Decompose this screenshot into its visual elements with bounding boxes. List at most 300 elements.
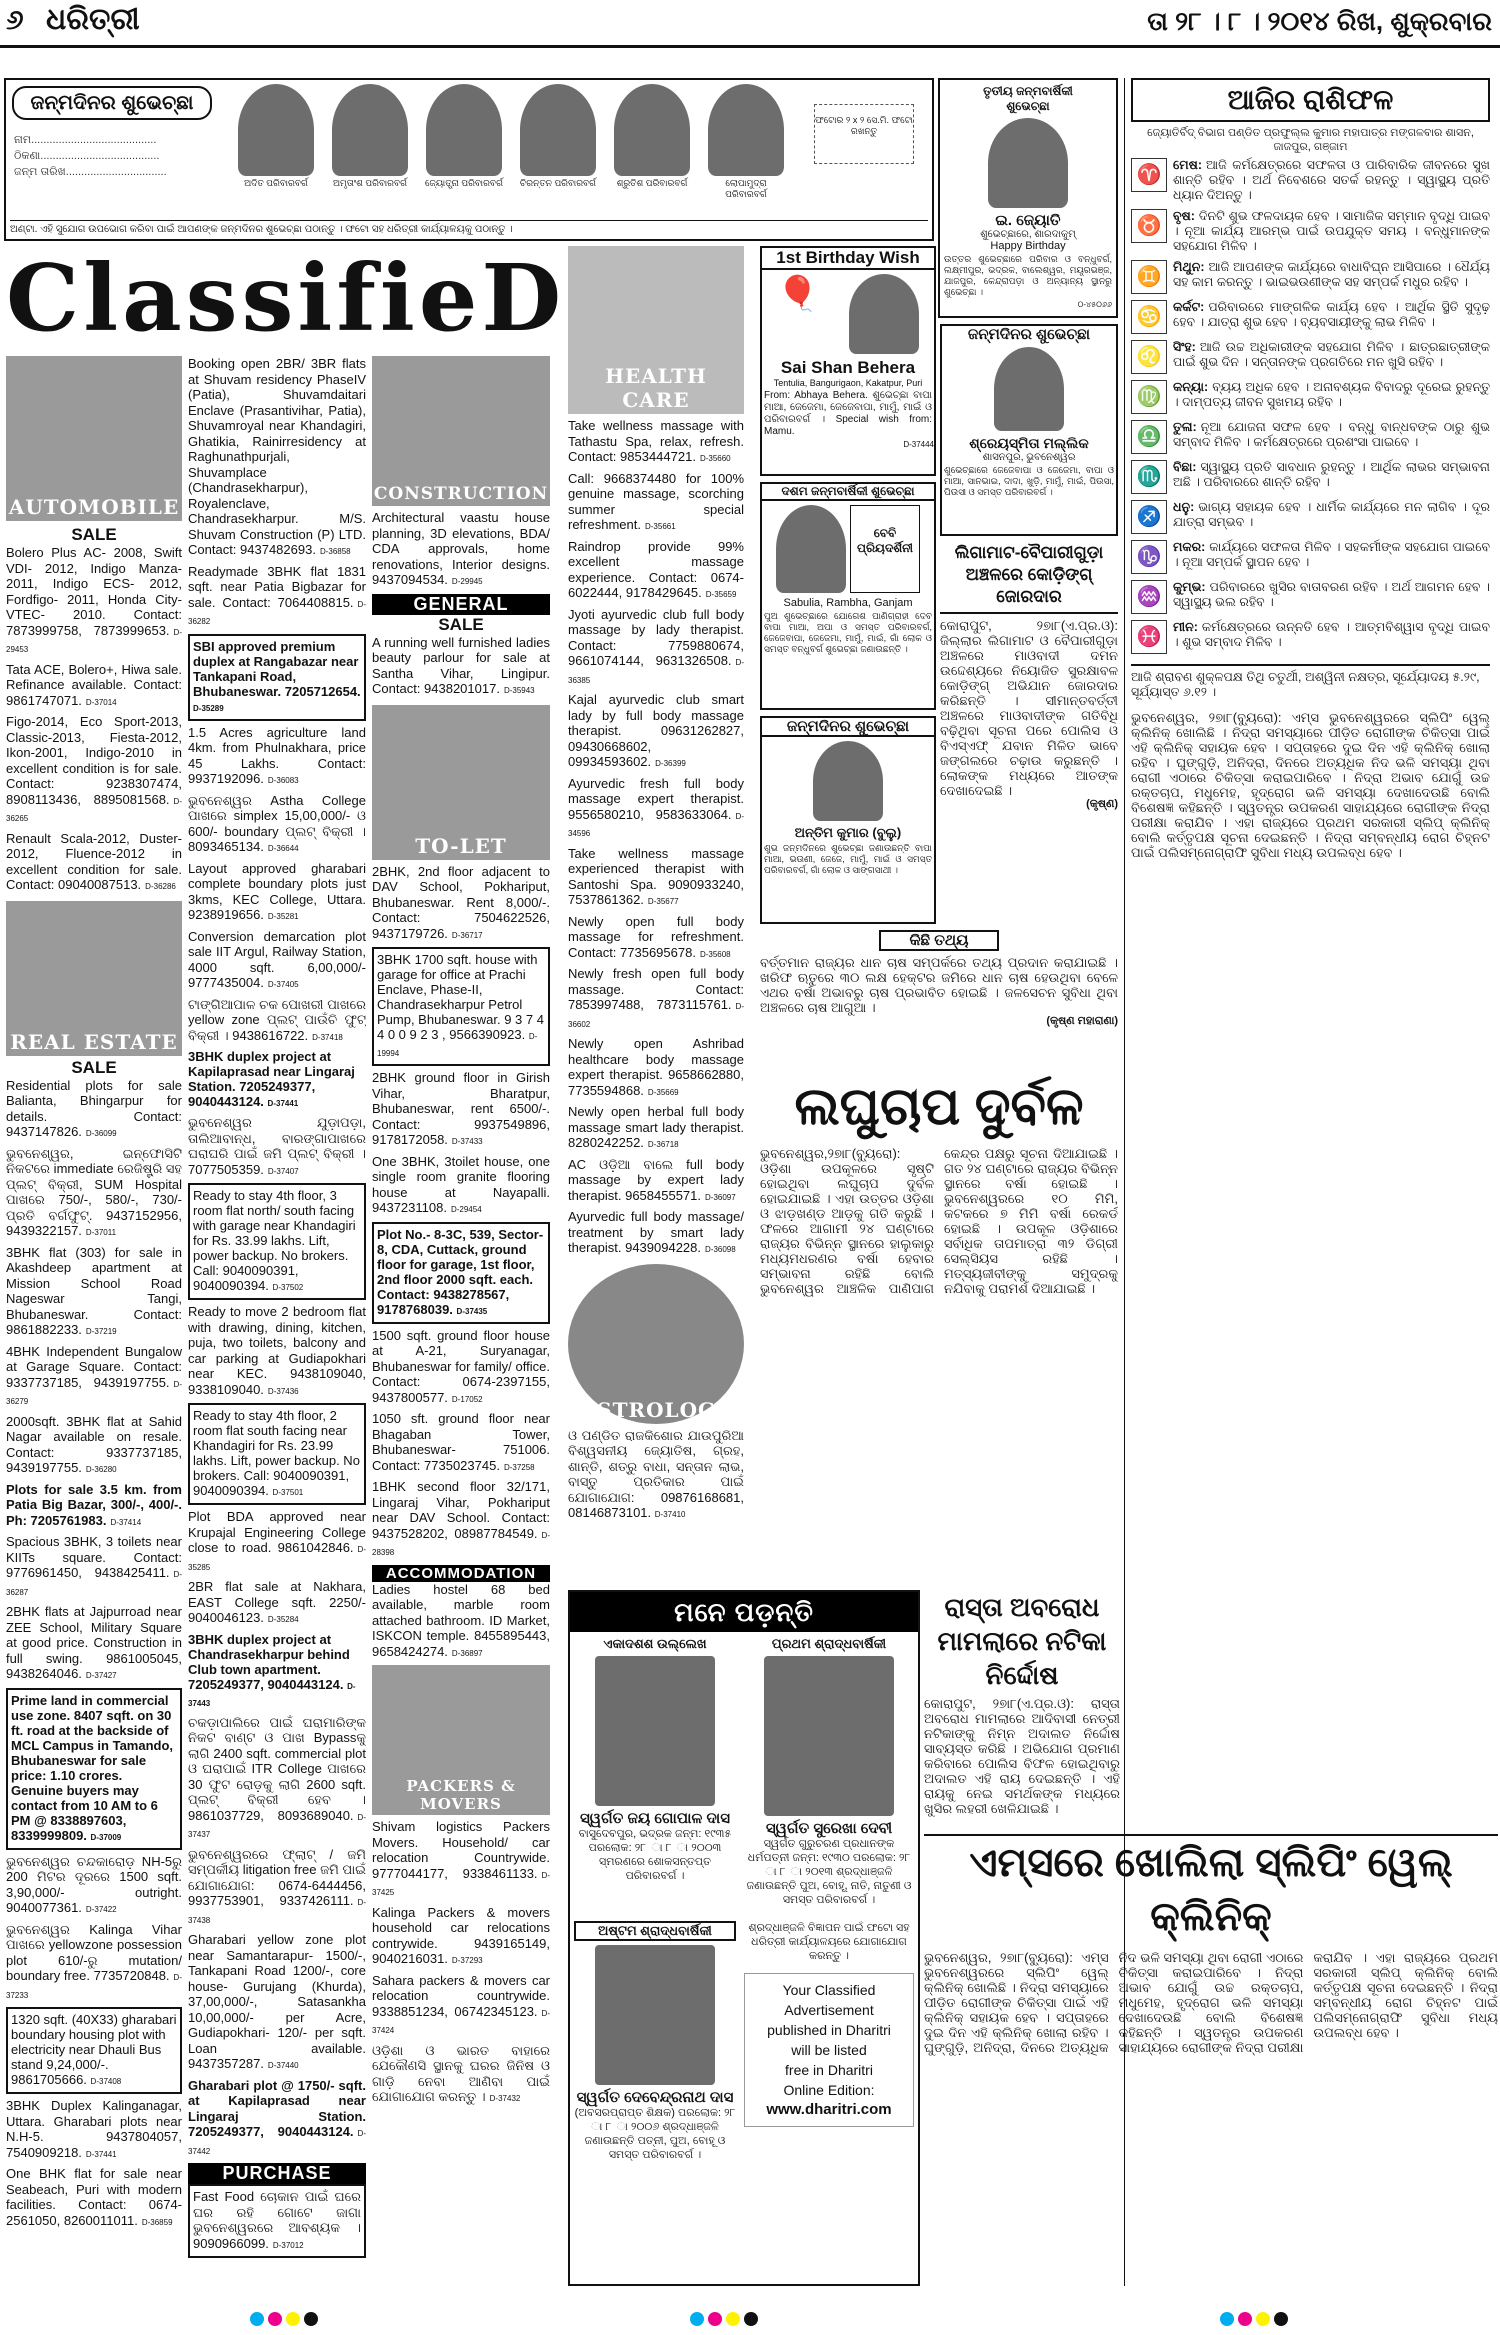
zodiac-name: କର୍କଟ: [1173,300,1205,314]
obituary-heading: ପ୍ରଥମ ଶ୍ରାଦ୍ଧବାର୍ଷିକୀ [771,1636,887,1651]
classified-ad: Ladies hostel 68 bed available, marble room attached bathroom. ID Market, ISKCON temple. 8455895443, 9658424274. D-36897 [372,1581,550,1659]
zodiac-icon: ♉ [1131,209,1167,243]
ad-title: ଦଶମ ଜନ୍ମବାର୍ଷିକୀ ଶୁଭେଚ୍ଛା [762,484,934,501]
child-address: Tentulia, Bangurigaon, Kakatpur, Puri [773,378,923,388]
ad-body: ଶୁଭେଚ୍ଛାରେ ଜେଜେବାପା ଓ ଜେଜେମା, ବାପା ଓ ମାଆ, ସାନଭାଇ, ଦାଦା, ଖୁଡ଼ି, ମାମୁଁ, ମାଇଁ, ପିଉସା, ପିଉସୀ ଓ ସମସ୍ତ ପରିବାରବର୍ଗ । [944,465,1114,497]
ad-code: D-35677 [647,897,679,906]
ad-code: D-37414 [110,1517,142,1527]
astrology-caption: ASTROLOGY [580,1397,732,1422]
classified-ad: Raindrop provide 99% excellent massage experience. Contact: 0674-6022444, 9178429645. D-35659 [568,538,744,600]
ad-code: D-36859 [141,2217,173,2227]
ad-code: ୦-୪୫୦୬୬ [1077,300,1112,309]
ad-code: D-37438 [188,1898,366,1925]
zodiac-name: ବିଛା: [1173,460,1197,474]
classified-ad: 4BHK Independent Bungalow at Garage Square. Contact: 9337737185, 9439197755. D-36279 [6,1343,182,1406]
strip-footer: ଅଣ୍ଟା. ଏହି ସୁଯୋଗ ଉପଭୋଗ କରିବା ପାଇଁ ଆପଣଙ୍କ ଜନ୍ମଦିନର ଶୁଭେଚ୍ଛା ପଠାନ୍ତୁ । ଫଟୋ ସହ ଧରିତ୍ରୀ କାର୍ଯ୍ୟାଳୟକୁ ପଠାନ୍ତୁ । [10,220,928,235]
classified-ad: ଚକଡ଼ାପାଲିରେ ପାଇଁ ଘରାମାରିଙ୍କ ନିକଟ ବାଣ୍ଟ ଓ ପାଖ Bypassକୁ ଲାଗି 2400 sqft. commercial plot ଓ ଘରାପାଇଁ ITR College ପାଖରେ 30 ଫୁଟ ରୋଡ଼କୁ ଲାଗି 2600 sqft. ପ୍ଲଟ୍ ବିକ୍ରୀ ହେବ । 9861037729, 8093689040. D-37437 [188,1714,366,1839]
zodiac-entry [1131,380,1490,414]
deceased-name: ସ୍ୱର୍ଗତ ଦେବେନ୍ଦ୍ରନାଥ ଦାସ [576,2089,734,2106]
deceased-name: ସ୍ୱର୍ଗତ ଜୟ ଗୋପାଳ ଦାସ [579,1810,730,1827]
classified-ad: Readymade 3BHK flat 1831 sqft. near Patia Bigbazar for sale. Contact: 7064408815. D-36282 [188,563,366,626]
ad-code: D-35281 [267,912,299,921]
classified-ad: 2BHK, 2nd floor adjacent to DAV School, Pokhariput, Bhubaneswar. Rent 8,000/-. Contact: 7504622526, 9437179726. D-36717 [372,863,550,941]
zodiac-entry [1131,420,1490,454]
ad-code: D-37407 [267,1166,299,1176]
child-photo-card [424,84,504,200]
real-estate-caption: REAL ESTATE [10,1029,178,1054]
column-1 [6,356,182,2286]
classified-ad: Take wellness massage with Tathastu Spa, relax, refresh. Contact: 9853444721. D-35660 [568,418,744,464]
health-care-banner [568,246,744,414]
child-photo [708,84,784,176]
classified-ad: 2BHK flats at Jajpurroad near ZEE School, Military Square at good price. Construction in full swing. 9861005045, 9438264046. D-37427 [6,1604,182,1681]
zodiac-entry [1131,620,1490,654]
ad-code: D-37418 [312,1032,343,1042]
ad-title: ଜନ୍ମଦିନର ଶୁଭେଚ୍ଛା [967,326,1091,343]
ad-title: ତୃତୀୟ ଜନ୍ମବାର୍ଷିକୀ ଶୁଭେଚ୍ଛା [983,84,1073,113]
ad-body: From: Abhaya Behera. ଶୁଭେଚ୍ଛା ବାପା ମାଆ, ଜେଜେମା, ଜେଜେବାପା, ମାମୁଁ, ମାଇଁ ଓ ପରିବାରବର୍ଗ । Special wish from: Mamu. [764,390,932,437]
boxed-ad-2: 1320 sqft. (40X33) gharabari boundary housing plot with electricity near Dhauli Bus stand 9,24,000/-. 9861705666. D-37408 [6,2007,182,2094]
zodiac-text: ପରିବାରରେ ଖୁସିର ବାତାବରଣ ରହିବ । ଅର୍ଥ ଆଗମନ ହେବ । ସ୍ୱାସ୍ଥ୍ୟ ଭଲ ରହିବ । [1173,580,1490,609]
real-estate-sale-heading: SALE [71,1057,117,1077]
zodiac-name: ତୁଳା: [1173,420,1197,434]
classified-ad: Bolero Plus AC- 2008, Swift VDI- 2012, Indigo Manza- 2011, Indigo ECS- 2012, Fordfigo- 2011, Honda City- VTEC- 2010. Contact: 7873999758, 7873999653. D-29453 [6,545,182,654]
classified-ad: Newly open herbal full body massage smart lady therapist. 8280242252. D-36718 [568,1104,744,1150]
ad-title: 1st Birthday Wish [762,248,934,270]
photo-size-note: ଫଟୋର ୨ x ୨ ସେ.ମି. ଫଟୋ ରଖନ୍ତୁ [814,104,914,164]
zodiac-entry [1131,209,1490,254]
ad-code: D-37405 [267,980,299,989]
news-headline: ଏମ୍ସରେ ଖୋଲିଲା ସ୍ଲିପିଂ ୱେଲ୍ କ୍ଲିନିକ୍ [924,1834,1498,1944]
ad-code: D-35943 [503,686,535,695]
zodiac-name: ବୃଷ: [1173,209,1195,223]
news-headline: ରାସ୍ତା ଅବରୋଧ ମାମଲାରେ ନଟିକା ନିର୍ଦ୍ଦୋଷ [937,1592,1107,1690]
boxed-ad-ready-stay-3: Ready to stay 4th floor, 3 room flat north/ south facing with garage near Khandagiri for Rs. 33.99 lakhs. Lift, power backup. No brokers. Call: 9040090391, 9040090394. D-37502 [188,1183,366,1300]
obituary-1 [570,1632,740,1911]
ad-code: D-37433 [451,1137,483,1146]
deceased-name: ସ୍ୱର୍ଗତ ସୁରେଖା ଦେବୀ [765,1820,893,1837]
promo-line: free in Dharitri [785,2062,873,2078]
ad-code: D-35669 [647,1087,679,1097]
ad-code: D-36602 [568,1002,744,1029]
promo-line: will be listed [791,2042,867,2058]
child-caption: ଅଦିତ ପରିବାରବର୍ଗ [244,178,308,188]
classified-ad: Ready to move 2 bedroom flat with drawing, dining, kitchen, puja, two toilets, balcony and car parking at Gudiapokhari near KEC. 9438109040, 9338109040. D-37436 [188,1304,366,1397]
zodiac-text: ନୂଆ ଯୋଜନା ସଫଳ ହେବ । ବନ୍ଧୁ ବାନ୍ଧବଙ୍କ ଠାରୁ ଶୁଭ ସମ୍ବାଦ ମିଳିବ । କର୍ମକ୍ଷେତ୍ରରେ ପ୍ରଶଂସା ପାଇବେ । [1173,420,1490,449]
birthday-wish-ad-2 [760,716,936,924]
classified-ad: Plot BDA approved near Krupajal Engineering College close to road. 9861042846. D-35285 [188,1509,366,1572]
ad-code: D-36280 [85,1465,117,1474]
zodiac-text: ଆଜି ଆପଣଙ୍କ କାର୍ଯ୍ୟରେ ବାଧାବିଘ୍ନ ଆସିପାରେ । ଧୈର୍ଯ୍ୟ ସହ କାମ କରନ୍ତୁ । ଭାଇଭଉଣୀଙ୍କ ସହ ସମ୍ପର୍କ ମଧୁର ରହିବ । [1173,260,1490,289]
tenth-birthday-ad [760,482,936,710]
ad-code: D-37436 [267,1386,299,1396]
news-body: କୋରାପୁଟ, ୨୭ା୮(ଏ.ପ୍ର.ଓ): ରାସ୍ତା ଅବରୋଧ ମାମଲାରେ ଆଦିବାସୀ ନେତ୍ରୀ ନଟିକାଙ୍କୁ ନିମ୍ନ ଅଦାଲତ ନିର୍ଦ୍ଦୋଷ ସାବ୍ୟସ୍ତ କରିଛି । ଅଭିଯୋଗ ପ୍ରମାଣ କରିବାରେ ପୋଲିସ ବିଫଳ ହୋଇଥିବାରୁ ଅଦାଲତ ଏହି ରାୟ ଦେଇଛନ୍ତି । ଏହି ରାୟକୁ ନେଇ ସମର୍ଥକଙ୍କ ମଧ୍ୟରେ ଖୁସିର ଲହରୀ ଖେଳିଯାଇଛି । [924,1696,1120,1816]
form-name: ନାମ......................................... [14,134,157,146]
news-body: ଭୁବନେଶ୍ୱର,୨୭ା୮(ବ୍ୟୁରୋ): ଓଡ଼ିଶା ଉପକୂଳରେ ସୃଷ୍ଟି ହୋଇଥିବା ଲଘୁଚାପ ଦୁର୍ବଳ ହୋଇଯାଇଛି । ଏହା ଉତ୍ତର ଓଡ଼ିଶା ଓ ଝାଡ଼ଖଣ୍ଡ ଆଡ଼କୁ ଗତି କରୁଛି । ଫଳରେ ଆଗାମୀ ୨୪ ଘଣ୍ଟାରେ ରାଜ୍ୟର ବିଭିନ୍ନ ସ୍ଥାନରେ ହାଲୁକାରୁ ମଧ୍ୟମଧରଣର ବର୍ଷା ହେବାର ସମ୍ଭାବନା ରହିଛି ବୋଲି ଭୁବନେଶ୍ୱର ଆଞ୍ଚଳିକ ପାଣିପାଗ କେନ୍ଦ୍ର ପକ୍ଷରୁ ସୂଚନା ଦିଆଯାଇଛି । ଗତ ୨୪ ଘଣ୍ଟାରେ ରାଜ୍ୟର ବିଭିନ୍ନ ସ୍ଥାନରେ ବର୍ଷା ହୋଇଛି । ଭୁବନେଶ୍ୱରରେ ୧୦ ମିମି, କଟକରେ ୭ ମିମି ବର୍ଷା ରେକର୍ଡ ହୋଇଛି । ଉପକୂଳ ଓଡ଼ିଶାରେ ସର୍ବାଧିକ ତାପମାତ୍ରା ୩୨ ଡିଗ୍ରୀ ସେଲ୍ସିୟସ ରହିଛି । ମତ୍ସ୍ୟଜୀବୀଙ୍କୁ ସମୁଦ୍ରକୁ ନଯିବାକୁ ପରାମର୍ଶ ଦିଆଯାଇଛି । [760,1146,1118,1296]
zodiac-icon: ♑ [1131,540,1167,574]
classified-ad: ଭୁବନେଶ୍ୱର ଯୁଡ଼ାପଡ଼ା, ତାଲିଆବାନ୍ଧ, ବାରଙ୍ଗାପାଖରେ ଘରାଘରି ପାଇଁ ଜମି ପ୍ଲଟ୍ ବିକ୍ରୀ । 7077505359. D-37407 [188,1115,366,1177]
zodiac-text: ଆଜି ଉଚ୍ଚ ଅଧିକାରୀଙ୍କ ସହଯୋଗ ମିଳିବ । ଛାତ୍ରଛାତ୍ରୀଙ୍କ ପାଇଁ ଶୁଭ ଦିନ । ସନ୍ତାନଙ୍କ ପ୍ରଗତିରେ ମନ ଖୁସି ରହିବ । [1173,340,1490,369]
zodiac-name: କନ୍ୟା: [1173,380,1209,394]
birthday-wishes-strip [4,78,934,241]
child-photo [849,274,919,354]
ad-code: D-28398 [372,1530,550,1557]
ad-code: D-17052 [451,1394,483,1404]
ad-code: D-35659 [705,590,737,599]
child-name: ଇ. ଜ୍ୟୋତି [995,212,1061,229]
zodiac-name: ସିଂହ: [1173,340,1196,354]
first-birthday-ad [760,246,936,476]
ad-code: D-36717 [451,930,483,940]
ad-code: D-36287 [6,1570,182,1597]
zodiac-name: ମେଷ: [1173,158,1203,172]
ad-code: D-37440 [267,2061,299,2070]
zodiac-icon: ♏ [1131,460,1167,494]
ad-code: D-35608 [699,949,731,959]
classified-ad: ଭୁବନେଶ୍ୱର, ଇନ୍ଫୋସିଟି ନିକଟରେ immediate ରେଜିଷ୍ଟ୍ରି ସହ ପ୍ଲଟ୍ ବିକ୍ରୀ, SUM Hospital ପାଖରେ 750/-, 580/-, 730/- ପ୍ରତି ବର୍ଗଫୁଟ୍. 9437152956, 9439322157. D-37011 [6,1145,182,1238]
kichhi-byline: (କୃଷ୍ଣ ମହାରାଣା) [1046,1015,1118,1027]
classified-ad: 3BHK Duplex Kalinganagar, Uttara. Gharabari plots near N.H-5. 9437804057, 7540909218. D-37441 [6,2098,182,2160]
zodiac-text: କାର୍ଯ୍ୟରେ ସଫଳତା ମିଳିବ । ସହକର୍ମୀଙ୍କ ସହଯୋଗ ପାଇବେ । ନୂଆ ସମ୍ପର୍କ ସ୍ଥାପନ ହେବ । [1173,540,1490,569]
ad-code: D-37011 [85,1228,117,1237]
packers-banner [372,1665,550,1815]
classified-ad: Newly open full body massage for refreshment. Contact: 7735695678. D-35608 [568,913,744,960]
child-caption: ଚିରନ୍ତନ ପରିବାରବର୍ଗ [519,178,597,188]
real-estate-banner [6,901,182,1056]
classified-ad: Kalinga Packers & movers household car relocations contrywide. 9439165149, 9040216031. D-37293 [372,1904,550,1966]
astrology-banner [568,1264,744,1424]
registration-marks-center [690,2312,758,2326]
classified-ad: Fast Food ଚୋକାନ ପାଇଁ ଘରେ ଘର ରହି ଗୋଟେ ଜାଗା ଭୁବନେଶ୍ୱରରେ ଆବଶ୍ୟକ । 9090966099. D-37012 [193,2189,361,2251]
classified-ad: Gharabari yellow zone plot near Samantarapur- 1500/-, Tankapani Road 1200/-, core house- Gurujang (Khurda), 37,00,000/-, Satasankha 10,00,000/- per Acre, Gudiapokhari- 120/- per sqft. Loan available. 9437357287. D-37440 [188,1932,366,2071]
child-photo [332,84,408,176]
child-photo [614,84,690,176]
ad-body: ଶୁଭ ଜନ୍ମଦିନରେ ଶୁଭେଚ୍ଛା ଜଣାଉଛନ୍ତି ବାପା ମାଆ, ଭଉଣୀ, ଜେଜେ, ମାମୁଁ, ମାଇଁ ଓ ସମସ୍ତ ପରିବାରବର୍ଗ, ଗାଁ ଲୋକ ଓ ସାଙ୍ଗସାଥୀ । [764,843,932,875]
ad-code: D-36282 [188,599,366,626]
ad-code: D-36718 [647,1140,679,1149]
ad-code: D-36265 [6,796,182,823]
zodiac-icon: ♓ [1131,620,1167,654]
zodiac-name: ମୀନ: [1173,620,1198,634]
construction-caption: CONSTRUCTION [373,484,549,504]
horoscope-footer: ଆଜି ଶ୍ରାବଣ ଶୁକ୍ଳପକ୍ଷ ତିଥି ଚତୁର୍ଥୀ, ଅଶ୍ୱିନୀ ନକ୍ଷତ୍ର, ସୂର୍ଯ୍ୟୋଦୟ ୫.୨୯, ସୂର୍ଯ୍ୟାସ୍ତ ୬.୧୨ । [1131,664,1490,700]
classified-ad: ଟାଙ୍ଗିଆପାଳ ଚକ ପୋଖରୀ ପାଖରେ yellow zone ପ୍ଲଟ୍ ପାଉଁଚି ଫୁଟ୍ ବିକ୍ରୀ । 9438616722. D-37418 [188,996,366,1043]
classified-ad: 1BHK second floor 32/171, Lingaraj Vihar, Pokhariput near DAV School. Contact: 9437528202, 08987784549. D-28398 [372,1479,550,1557]
news-headline: ଲିଗାମାଟ-ବୈପାରୀଗୁଡ଼ା ଅଞ୍ଚଳରେ କୋଡ଼ିଙ୍ଗ୍ ଜୋରଦାର [940,542,1118,614]
boxed-ad-to-let: 3BHK 1700 sqft. house with garage for office at Prachi Enclave, Phase-II, Chandrasekharpur Petrol Pump, Bhubaneswar. 9 3 7 4 4 0 0 9 2 3 , 9566390923. D-19994 [372,947,550,1066]
classified-ad: Architectural vaastu house planning, 3D elevations, BDA/ CDA approvals, home renovations, Interior designs. 9437094534. D-29945 [372,510,550,587]
ad-body: ଉତ୍ତର ଶୁଭେଚ୍ଛାରେ ପରିବାର ଓ ବନ୍ଧୁବର୍ଗ, ଲକ୍ଷ୍ମୀପୁର, ଭଦ୍ରକ, ବାଲେଶ୍ୱର, ମୟୂରଭଞ୍ଜ, ଯାଜପୁର, କେନ୍ଦ୍ରାପଡ଼ା ଓ ଅନ୍ୟାନ୍ୟ ସ୍ଥାନରୁ ଶୁଭେଚ୍ଛା । [944,254,1112,297]
classified-ad: Conversion demarcation plot sale IIT Argul, Railway Station, 4000 sqft. 6,00,000/- 9777435004. D-37405 [188,928,366,990]
child-photo-card [236,84,316,200]
classified-ad: Newly open Ashribad healthcare body massage expert therapist. 9658662880, 7735594868. D-35669 [568,1036,744,1098]
news-koding [940,542,1118,927]
obituary-section [568,1590,920,2286]
zodiac-icon: ♍ [1131,380,1167,414]
classified-ad: Booking open 2BR/ 3BR flats at Shuvam residency PhaseIV (Patia), Shuvamdaitari Enclave (Prasantivihar, Patia), Shuvamroyal near Khandagiri, Ghatikia, Rainirresidency at Raghunathpurjali, Shuvamplace (Chandrasekharpur), Royalenclave, Chandrasekharpur. M/S. Shuvam Construction (P) LTD. Contact: 9437482693. D-36858 [188,356,366,557]
classified-ad: Shivam logistics Packers Movers. Household/ car relocation Countrywide. 9777044177, 9338461133. D-37425 [372,1819,550,1897]
automobile-caption: AUTOMOBILE [8,495,180,519]
child-photo [813,741,883,821]
general-sale-heading: SALE [438,614,484,634]
horoscope-title: ଆଜିର ରାଶିଫଳ [1131,78,1490,122]
kichhi-tathya [760,930,1118,1070]
promo-line: published in Dharitri [767,2022,891,2038]
ad-code: D-37258 [503,1462,535,1472]
news-laghuchap [760,1074,1118,1514]
classified-ad: Ayurvedic fresh full body massage expert therapist. 9556580210, 9583633064. D-34596 [568,775,744,838]
zodiac-text: ଭାଗ୍ୟ ସହାୟକ ହେବ । ଧାର୍ମିକ କାର୍ଯ୍ୟରେ ମନ ଲାଗିବ । ଦୂର ଯାତ୍ରା ସମ୍ଭବ । [1173,500,1490,529]
ad-code: D-37233 [6,1973,182,2000]
ad-subtitle: ଶୁଭେଚ୍ଛାରେ, ଶାରଦାକୁମ୍ [980,229,1076,240]
third-birthday-ad [938,78,1118,318]
classified-ad: Jyoti ayurvedic club full body massage by lady therapist. Contact: 7759880674, 9661074144, 9631326508. D-36385 [568,606,744,685]
classified-ad: 1050 sft. ground floor near Bhagaban Tower, Bhubaneswar- 751006. Contact: 7735023745. D-37258 [372,1411,550,1473]
news-headline: ଲଘୁଚାପ ଦୁର୍ବଳ [794,1078,1084,1136]
classified-ad: Residential plots for sale Baliantа, Bhingarpur for details. Contact: 9437147826. D-36099 [6,1077,182,1139]
zodiac-name: ଧନୁ: [1173,500,1195,514]
general-heading: GENERAL [372,594,550,615]
ad-code: D-37425 [372,1870,550,1897]
boxed-ad-sbi: SBI approved premium duplex at Rangabazar near Tankapani Road, Bhubaneswar. 7205712654. D-35289 [188,634,366,721]
zodiac-icon: ♈ [1131,158,1167,192]
ad-code: D-37427 [85,1671,117,1680]
obituary-3 [570,1917,740,2166]
classified-ad: Kajal ayurvedic club smart lady by full body massage therapist. 09631262827, 09430668602, 09934593602. D-36399 [568,692,744,769]
classified-ad: 2000sqft. 3BHK flat at Sahid Nagar available on resale. Contact: 9337737185, 9439197755. D-36280 [6,1413,182,1475]
page-number: ୬ [6,4,24,35]
ad-code: D-37293 [451,1956,483,1965]
zodiac-text: କର୍ମକ୍ଷେତ୍ରରେ ଉନ୍ନତି ହେବ । ଆତ୍ମବିଶ୍ୱାସ ବୃଦ୍ଧି ପାଇବ । ଶୁଭ ସମ୍ବାଦ ମିଳିବ । [1173,620,1490,649]
child-caption: ଜ୍ୟୋତ୍ସ୍ନା ପରିବାରବର୍ଗ [425,178,503,188]
child-photo [994,347,1064,431]
birthday-wish-ad-3 [940,324,1118,536]
zodiac-entry [1131,260,1490,294]
promo-url-link[interactable]: www.dharitri.com [766,2101,892,2118]
classified-ad: Ayurvedic full body massage/ treatment by smart lady therapist. 9439094228. D-36098 [568,1209,744,1255]
classified-ad: Tata ACE, Bolero+, Hiwa sale. Refinance available. Contact: 9861747071. D-37014 [6,661,182,708]
construction-banner [372,356,550,506]
zodiac-icon: ♐ [1131,500,1167,534]
ad-code: D-37424 [372,2008,550,2035]
obituary-note: ଶ୍ରଦ୍ଧାଞ୍ଜଳି ବିଜ୍ଞାପନ ପାଇଁ ଫଟୋ ସହ ଧରିତ୍ରୀ କାର୍ଯ୍ୟାଳୟରେ ଯୋଗାଯୋଗ କରନ୍ତୁ । [748,1922,910,1962]
classified-ad: ଭୁବନେଶ୍ୱର ଚନ୍ଦକାରୋଡ଼ NH-5ରୁ 200 ମିଟର ଦୂରରେ 1500 sqft. 3,90,000/- outright. 9040077361. D-37422 [6,1853,182,1915]
ad-code: D-35661 [644,522,676,531]
masthead-logo: ଧରିତ୍ରୀ [46,2,140,37]
child-photo [776,505,846,593]
to-let-banner [372,705,550,860]
zodiac-icon: ♋ [1131,300,1167,334]
registration-marks-left [250,2312,318,2326]
ad-code: D-35660 [699,454,731,463]
ad-code: D-29945 [451,577,483,586]
zodiac-text: ବ୍ୟୟ ଅଧିକ ହେବ । ଅନାବଶ୍ୟକ ବିବାଦରୁ ଦୂରେଇ ରୁହନ୍ତୁ । ଦାମ୍ପତ୍ୟ ଜୀବନ ସୁଖମୟ ରହିବ । [1173,380,1490,409]
ad-body: ପୁଅ ଶୁଭେଚ୍ଛାରେ ଯୋଗେଶ ପାଣିଗ୍ରାହୀ ଦେବ ବାପା ମାଆ, ଅପା ଓ ସମସ୍ତ ପରିବାରବର୍ଗ, ଜେଜେବାପା, ଜେଜେମା, ମାମୁଁ, ମାଇଁ, ଗାଁ ଲୋକ ଓ ସମସ୍ତ ବନ୍ଧୁବର୍ଗ ଶୁଭେଚ୍ଛା ଜଣାଉଛନ୍ତି । [764,611,932,654]
portrait-photo [764,1656,894,1816]
classified-ad: Gharabari plot @ 1750/- sqft. at Kapilaprasad near Lingaraj Station. 7205249377, 9040443124. D-37442 [188,2077,366,2156]
boxed-ad-ready-stay-2: Ready to stay 4th floor, 2 room flat south facing near Khandagiri for Rs. 23.99 lakhs. Lift, power backup. No brokers. Call: 9040090391, 9040090394. D-37501 [188,1403,366,1505]
zodiac-text: ସ୍ୱାସ୍ଥ୍ୟ ପ୍ରତି ସାବଧାନ ରୁହନ୍ତୁ । ଆର୍ଥିକ ଲାଭର ସମ୍ଭାବନା ଅଛି । ପରିବାରରେ ଶାନ୍ତି ରହିବ । [1173,460,1490,489]
news-sleep-clinic [924,1834,1498,2286]
ad-title: ଜନ୍ମଦିନର ଶୁଭେଚ୍ଛା [762,718,934,737]
zodiac-name: କୁମ୍ଭ: [1173,580,1206,594]
ad-code: D-37441 [85,2149,117,2159]
classified-ad: 3BHK flat (303) for sale in Akashdeep apartment at Mission School Road Nageswar Tangi, Bhubaneswar. Contact: 9861882233. D-37219 [6,1244,182,1337]
ad-code: D-36644 [267,844,299,853]
news-body: ଭୁବନେଶ୍ୱର, ୨୭ା୮(ବ୍ୟୁରୋ): ଏମ୍ସ ଭୁବନେଶ୍ୱରରେ ସ୍ଲିପିଂ ୱେଲ୍ କ୍ଲିନିକ୍ ଖୋଲିଛି । ନିଦ୍ରା ସମସ୍ୟାରେ ପୀଡ଼ିତ ରୋଗୀଙ୍କ ଚିକିତ୍ସା ପାଇଁ ଏହି କ୍ଲିନିକ୍ ସହାୟକ ହେବ । ସପ୍ତାହରେ ଦୁଇ ଦିନ ଏହି କ୍ଲିନିକ୍ ଖୋଲା ରହିବ । ଘୁଙ୍ଗୁଡ଼ି, ଅନିଦ୍ରା, ଦିନରେ ଅତ୍ୟଧିକ ନିଦ ଭଳି ସମସ୍ୟା ଥିବା ରୋଗୀ ଏଠାରେ ଚିକିତ୍ସା କରାଇପାରିବେ । ନିଦ୍ରା ଅଭାବ ଯୋଗୁଁ ଉଚ୍ଚ ରକ୍ତଚାପ, ମଧୁମେହ, ହୃଦ୍‌ରୋଗ ଭଳି ସମସ୍ୟା ଦେଖାଦେଉଛି ବୋଲି ବିଶେଷଜ୍ଞ କହିଛନ୍ତି । ସ୍ୱତନ୍ତ୍ର ଉପକରଣ ସାହାଯ୍ୟରେ ରୋଗୀଙ୍କ ନିଦ୍ରା ପରୀକ୍ଷା କରାଯିବ । ଏହା ରାଜ୍ୟରେ ପ୍ରଥମ ସରକାରୀ ସ୍ଲିପ୍ କ୍ଲିନିକ୍ ବୋଲି କର୍ତ୍ତୃପକ୍ଷ ସୂଚନା ଦେଇଛନ୍ତି । ନିଦ୍ରା ସମ୍ବନ୍ଧୀୟ ରୋଗ ଚିହ୍ନଟ ପାଇଁ ପଲିସମ୍ନୋଗ୍ରାଫି ସୁବିଧା ମଧ୍ୟ ଉପଲବ୍ଧ ହେବ । [924,1950,1498,2055]
purchase-heading: PURCHASE [188,2163,366,2184]
zodiac-icon: ♌ [1131,340,1167,374]
classified-ad: Plots for sale 3.5 km. from Patia Big Bazar, 300/-, 400/-. Ph: 7205761983. D-37414 [6,1481,182,1528]
child-photo-card [518,84,598,200]
issue-date: ତା ୨୮ । ୮ । ୨୦୧୪ ରିଖ, ଶୁକ୍ରବାର [1147,6,1492,36]
ad-code: D-37219 [85,1327,117,1336]
strip-title: ଜନ୍ମଦିନର ଶୁଭେଚ୍ଛା [12,86,212,120]
classified-ad: Figo-2014, Eco Sport-2013, Classic-2013, Fiesta-2012, Ikon-2001, Indigo-2010 in excellent condition is for sale. Contact: 9238307474, 8908113436, 8895081568. D-36265 [6,714,182,823]
happy-birthday-text: Happy Birthday [990,240,1066,252]
section-title: କିଛି ତଥ୍ୟ [879,930,999,951]
classified-ad: Layout approved gharabari complete boundary plots just 3kms, KEC College, Uttara. 9238919656. D-35281 [188,860,366,922]
child-name: ଶ୍ରେୟସ୍ମିତା ମଲ୍ଲିକ [969,435,1089,451]
registration-marks-right [1220,2312,1288,2326]
promo-line: Online Edition: [783,2082,875,2098]
ad-code: D-37437 [188,1812,366,1839]
ad-code: D-36098 [705,1245,736,1254]
classified-ad: Renault Scala-2012, Duster-2012, Fluence-2012 in excellent condition for sale. Contact: 09040087513. D-36286 [6,830,182,892]
page-header [0,0,1500,48]
ad-code: D-37012 [272,2240,304,2250]
obituary-body: (ଅବସରପ୍ରାପ୍ତ ଶିକ୍ଷକ) ପରଲୋକ: ୨୮ ା ୮ ା ୨୦୦୬ ଶ୍ରଦ୍ଧାଞ୍ଜଳି ଜଣାଉଛନ୍ତି ପତ୍ନୀ, ପୁଅ, ବୋହୂ ଓ ସମସ୍ତ ପରିବାରବର୍ଗ । [574,2107,736,2161]
obituary-heading: ଅଷ୍ଟମ ଶ୍ରାଦ୍ଧବାର୍ଷିକୀ [574,1921,736,1941]
ad-code: D-36279 [6,1379,182,1406]
zodiac-entry [1131,460,1490,494]
form-dob: ଜନ୍ମ ତାରିଖ................................. [14,166,167,178]
zodiac-icon: ♊ [1131,260,1167,294]
ad-code: D-36858 [319,547,351,556]
column-2 [188,356,366,2286]
classified-ad: One 3BHK, 3toilet house, one single room granite flooring house at Nayapalli. 9437231108. D-29454 [372,1153,550,1215]
child-name: Sai Shan Behera [780,358,916,377]
ad-code: D-37432 [489,2094,521,2103]
column-4 [568,246,744,1586]
zodiac-name: ମିଥୁନ: [1173,260,1205,274]
child-photo-card [612,84,692,200]
classified-ad: AC ଓଡ଼ିଆ ବାଲେ full body massage by expert lady therapist. 9658455571. D-36097 [568,1156,744,1203]
portrait-photo [595,1945,715,2085]
to-let-caption: TO-LET [415,833,507,858]
ad-code: D-37014 [85,697,117,707]
ad-code: D-36897 [451,1648,483,1658]
child-caption: ଶ୍ରୁତିଶ ପରିବାରବର୍ଗ [616,178,688,188]
child-photo-card [706,84,786,200]
ad-code: D-36097 [705,1192,736,1202]
portrait-photo [595,1656,715,1806]
promo-line: Advertisement [784,2002,874,2018]
zodiac-name: ମକର: [1173,540,1206,554]
news-byline: (କୃଷ୍ଣ) [1086,798,1118,810]
classified-ad: A running well furnished ladies beauty parlour for sale at Santha Vihar, Lingipur. Contact: 9438201017. D-35943 [372,634,550,696]
ad-code: D-34596 [568,811,744,838]
boxed-ad-cuttack: Plot No.- 8-3C, 539, Sector-8, CDA, Cuttack, ground floor for garage, 1st floor, 2nd floor 2000 sqft. each. Contact: 9438278567, 9178768039. D-37435 [372,1222,550,1324]
child-photo-card [330,84,410,200]
classified-ad: ଭୁବନେଶ୍ୱରରେ ଫ୍ଲାଟ୍ / ଜମି ସମ୍ପର୍କୀୟ litigation free ଜମି ପାଇଁ ଯୋଗାଯୋଗ: 0674-6444456, 9937753901, 9337426111. D-37438 [188,1846,366,1925]
classified-ad: ଓଡ଼ିଶା ଓ ଭାରତ ବାହାରେ ଯେକୌଣସି ସ୍ଥାନକୁ ଘରର ଜିନିଷ ଓ ଗାଡ଼ି ନେବା ଆଣିବା ପାଇଁ ଯୋଗାଯୋଗ କରନ୍ତୁ । D-37432 [372,2042,550,2104]
child-place: Sabulia, Rambha, Ganjam [783,597,913,609]
accommodation-heading: ACCOMMODATION [372,1565,550,1582]
zodiac-entry [1131,340,1490,374]
classified-ad: Call: 9668374480 for 100% genuine massage, scorching summer special refreshment. D-35661 [568,470,744,532]
ad-code: D-37442 [188,2129,366,2156]
classified-ad: 2BHK ground floor in Girish Vihar, Bharatpur, Bhubaneswar, rent 6500/-. Contact: 9937549896, 9178172058. D-37433 [372,1070,550,1147]
zodiac-entry [1131,540,1490,574]
balloons-icon: 🎈 [776,275,820,313]
obituary-title: ମନେ ପଡ଼ନ୍ତି [570,1592,918,1632]
boxed-ad: Prime land in commercial use zone. 8407 sqft. on 30 ft. road at the backside of MCL Campus in Tamando, Bhubaneswar for sale price: 1.10 crores. Genuine buyers may contact from 10 AM to 6 PM @ 8338897603, 8339999809. D-37009 [6,1688,182,1850]
zodiac-text: ଆଜି କର୍ମକ୍ଷେତ୍ରରେ ସଫଳତା ଓ ପାରିବାରିକ ଜୀବନରେ ସୁଖ ଶାନ୍ତି ରହିବ । ଅର୍ଥ ନିବେଶରେ ସତର୍କ ରହନ୍ତୁ । ସ୍ୱାସ୍ଥ୍ୟ ପ୍ରତି ଧ୍ୟାନ ଦିଅନ୍ତୁ । [1173,158,1490,202]
boxed-ad-duplex-2: 3BHK duplex project at Chandrasekharpur behind Club town apartment. 7205249377, 9040443124. D-37443 [188,1631,356,1708]
child-photo [426,84,502,176]
classified-ad: ଭୁବନେଶ୍ୱର Astha College ପାଖରେ simplex 15,00,000/- ଓ 600/- boundary ପ୍ଲଟ୍ ବିକ୍ରୀ । 8093465134. D-36644 [188,792,366,854]
zodiac-icon: ♎ [1131,420,1167,454]
form-address: ଠିକଣା....................................... [14,150,160,162]
ad-code: D-36399 [655,759,686,768]
kichhi-body: ବର୍ତ୍ତମାନ ରାଜ୍ୟର ଧାନ ଚାଷ ସମ୍ପର୍କରେ ତଥ୍ୟ ପ୍ରଦାନ କରାଯାଇଛି । ଖରିଫ ଋତୁରେ ୩୦ ଲକ୍ଷ ହେକ୍ଟର ଜମିରେ ଧାନ ଚାଷ ହେଉଥିବା ବେଳେ ଏଥର ବର୍ଷା ଅଭାବରୁ ଚାଷ ପ୍ରଭାବିତ ହୋଇଛି । ଜଳସେଚନ ସୁବିଧା ଥିବା ଅଞ୍ଚଳରେ ଚାଷ ଆଗୁଆ । [760,955,1118,1015]
classified-ad: Spacious 3BHK, 3 toilets near KIITs square. Contact: 9776961450, 9438425411. D-36287 [6,1534,182,1597]
classified-ad: Newly fresh open full body massage. Contact: 7853997488, 7873115761. D-36602 [568,966,744,1029]
ad-code: D-29454 [450,1205,482,1214]
child-photo [238,84,314,176]
online-promo [740,1917,918,2166]
zodiac-entry [1131,500,1490,534]
classified-ad: One BHK flat for sale near Seabeach, Puri with modern facilities. Contact: 0674-2561050, 8260011011. D-36859 [6,2166,182,2228]
classified-ad: Take wellness massage experienced therapist with Santoshi Spa. 9090933240, 7537861362. D-35677 [568,845,744,907]
classified-ad: 2BR flat sale at Nakhara, EAST College sqft. 2250/- 9040046123. D-35284 [188,1579,366,1625]
child-caption: ଅମୃତାଂଶ ପରିବାରବର୍ଗ [332,178,408,188]
ad-code: D-35284 [267,1615,299,1624]
promo-line: Your Classified [782,1982,876,1998]
zodiac-text: ଦିନଟି ଶୁଭ ଫଳଦାୟକ ହେବ । ସାମାଜିକ ସମ୍ମାନ ବୃଦ୍ଧି ପାଇବ । ନୂଆ କାର୍ଯ୍ୟ ଆରମ୍ଭ ପାଇଁ ଉପଯୁକ୍ତ ସମୟ । ବନ୍ଧୁମାନଙ୍କ ସହଯୋଗ ମିଳିବ । [1173,209,1490,253]
obituary-body: ବାସୁଦେବପୁର, ଭଦ୍ରକ ଜନ୍ମ: ୧୯୩୫ ପରଲୋକ: ୨୮ ା ୮ ା ୨୦୦୩ ସ୍ମରଣରେ ଶୋକସନ୍ତପ୍ତ ପରିବାରବର୍ଗ । [578,1828,732,1882]
classified-title: ClassifieD [6,246,566,352]
obituary-body: ସ୍ୱର୍ଗତ ଗୁରୁଚରଣ ପ୍ରଧାନଙ୍କ ଧର୍ମପତ୍ନୀ ଜନ୍ମ: ୧୯୩୦ ପରଲୋକ: ୨୮ ା ୮ ା ୨୦୧୩ ଶ୍ରଦ୍ଧାଞ୍ଜଳି ଜଣାଉଛନ୍ତି ପୁଅ, ବୋହୂ, ନାତି, ନାତୁଣୀ ଓ ସମସ୍ତ ପରିବାରବର୍ଗ । [746,1838,912,1906]
sleep-clinic-continue: ଭୁବନେଶ୍ୱର, ୨୭ା୮(ବ୍ୟୁରୋ): ଏମ୍ସ ଭୁବନେଶ୍ୱରରେ ସ୍ଲିପିଂ ୱେଲ୍ କ୍ଲିନିକ୍ ଖୋଲିଛି । ନିଦ୍ରା ସମସ୍ୟାରେ ପୀଡ଼ିତ ରୋଗୀଙ୍କ ଚିକିତ୍ସା ପାଇଁ ଏହି କ୍ଲିନିକ୍ ସହାୟକ ହେବ । ସପ୍ତାହରେ ଦୁଇ ଦିନ ଏହି କ୍ଲିନିକ୍ ଖୋଲା ରହିବ । ଘୁଙ୍ଗୁଡ଼ି, ଅନିଦ୍ରା, ଦିନରେ ଅତ୍ୟଧିକ ନିଦ ଭଳି ସମସ୍ୟା ଥିବା ରୋଗୀ ଏଠାରେ ଚିକିତ୍ସା କରାଇପାରିବେ । ନିଦ୍ରା ଅଭାବ ଯୋଗୁଁ ଉଚ୍ଚ ରକ୍ତଚାପ, ମଧୁମେହ, ହୃଦ୍‌ରୋଗ ଭଳି ସମସ୍ୟା ଦେଖାଦେଉଛି ବୋଲି ବିଶେଷଜ୍ଞ କହିଛନ୍ତି । ସ୍ୱତନ୍ତ୍ର ଉପକରଣ ସାହାଯ୍ୟରେ ରୋଗୀଙ୍କ ନିଦ୍ରା ପରୀକ୍ଷା କରାଯିବ । ଏହା ରାଜ୍ୟରେ ପ୍ରଥମ ସରକାରୀ ସ୍ଲିପ୍ କ୍ଲିନିକ୍ ବୋଲି କର୍ତ୍ତୃପକ୍ଷ ସୂଚନା ଦେଇଛନ୍ତି । ନିଦ୍ରା ସମ୍ବନ୍ଧୀୟ ରୋଗ ଚିହ୍ନଟ ପାଇଁ ପଲିସମ୍ନୋଗ୍ରାଫି ସୁବିଧା ମଧ୍ୟ ଉପଲବ୍ଧ ହେବ । [1131,710,1490,860]
column-3 [372,356,550,2286]
classified-ad: ଭୁବନେଶ୍ୱର Kalinga Vihar ପାଖରେ yellowzone possession plot 610/-ରୁ mutation/ boundary free. 7735720848. D-37233 [6,1921,182,2000]
automobile-banner [6,356,182,521]
classified-ad: 1500 sqft. ground floor house at A-21, Suryanagar, Bhubaneswar for family/ office. Contact: 0674-2397155, 9437800577. D-17052 [372,1327,550,1405]
obituary-2 [740,1632,918,1911]
news-rasta-abarodha [924,1590,1120,1830]
astrology-ad: ଓ ପଣ୍ଡିତ ରାଜକିଶୋର ଯାଉପୁରିଆ ବିଶ୍ୱସନୀୟ ଜ୍ୟୋତିଷ, ଗ୍ରହ, ଶାନ୍ତି, ଶତ୍ରୁ ବାଧା, ସନ୍ତାନ ଲାଭ, ବାସ୍ତୁ ପ୍ରତିକାର ପାଇଁ ଯୋଗାଯୋଗ: 09876168681, 08146873101. D-37410 [568,1427,744,1520]
ad-code: D-36385 [568,658,744,685]
obituary-heading: ଏକାଦଶଶ ଉଲ୍ଲେଖ [603,1636,707,1651]
child-caption: ଲୋପାମୁଦ୍ରା ପରିବାରବର୍ଗ [725,178,767,199]
ad-code: D-36099 [85,1129,117,1138]
news-body: କୋରାପୁଟ, ୨୭ା୮(ଏ.ପ୍ର.ଓ): ଜିଲ୍ଲାର ଲିଗାମାଟ ଓ ବୈପାରୀଗୁଡ଼ା ଅଞ୍ଚଳରେ ମାଓବାଦୀ ଦମନ ଉଦ୍ଦେଶ୍ୟରେ ନିୟୋଜିତ ସୁରକ୍ଷାବଳ କୋଡ଼ିଙ୍ଗ୍ ଅଭିଯାନ ଜୋରଦାର କରିଛନ୍ତି । ସୀମାନ୍ତବର୍ତ୍ତୀ ଅଞ୍ଚଳରେ ମାଓବାଦୀଙ୍କ ଗତିବିଧି ବଢ଼ିଥିବା ସୂଚନା ପରେ ପୋଲିସ ଓ ବିଏସ୍ଏଫ୍ ଯବାନ ମିଳିତ ଭାବେ ଜଙ୍ଗଲରେ ଚଢ଼ାଉ କରୁଛନ୍ତି । ଲୋକଙ୍କ ମଧ୍ୟରେ ଆତଙ୍କ ଦେଖାଦେଇଛି । [940,618,1118,798]
zodiac-entry [1131,158,1490,203]
health-care-caption: HEALTH CARE [605,364,707,412]
packers-caption: PACKERS & MOVERS [406,1777,516,1813]
ad-code: D-36286 [145,882,176,891]
child-name: ଅନ୍ତିମ କୁମାର (ବୁଲୁ) [794,825,902,840]
ad-code: D-36083 [267,776,299,785]
zodiac-entry [1131,580,1490,614]
zodiac-icon: ♒ [1131,580,1167,614]
classified-ad: 1.5 Acres agriculture land 4km. from Phulnakhara, price 45 Lakhs. Contact: 9937192096. D-36083 [188,724,366,786]
zodiac-text: ପରିବାରରେ ମାଙ୍ଗଳିକ କାର୍ଯ୍ୟ ହେବ । ଆର୍ଥିକ ସ୍ଥିତି ସୁଦୃଢ଼ ହେବ । ଯାତ୍ରା ଶୁଭ ହେବ । ବ୍ୟବସାୟୀଙ୍କୁ ଲାଭ ମିଳିବ । [1173,300,1490,329]
ad-code: D-29453 [6,627,182,654]
zodiac-entry [1131,300,1490,334]
